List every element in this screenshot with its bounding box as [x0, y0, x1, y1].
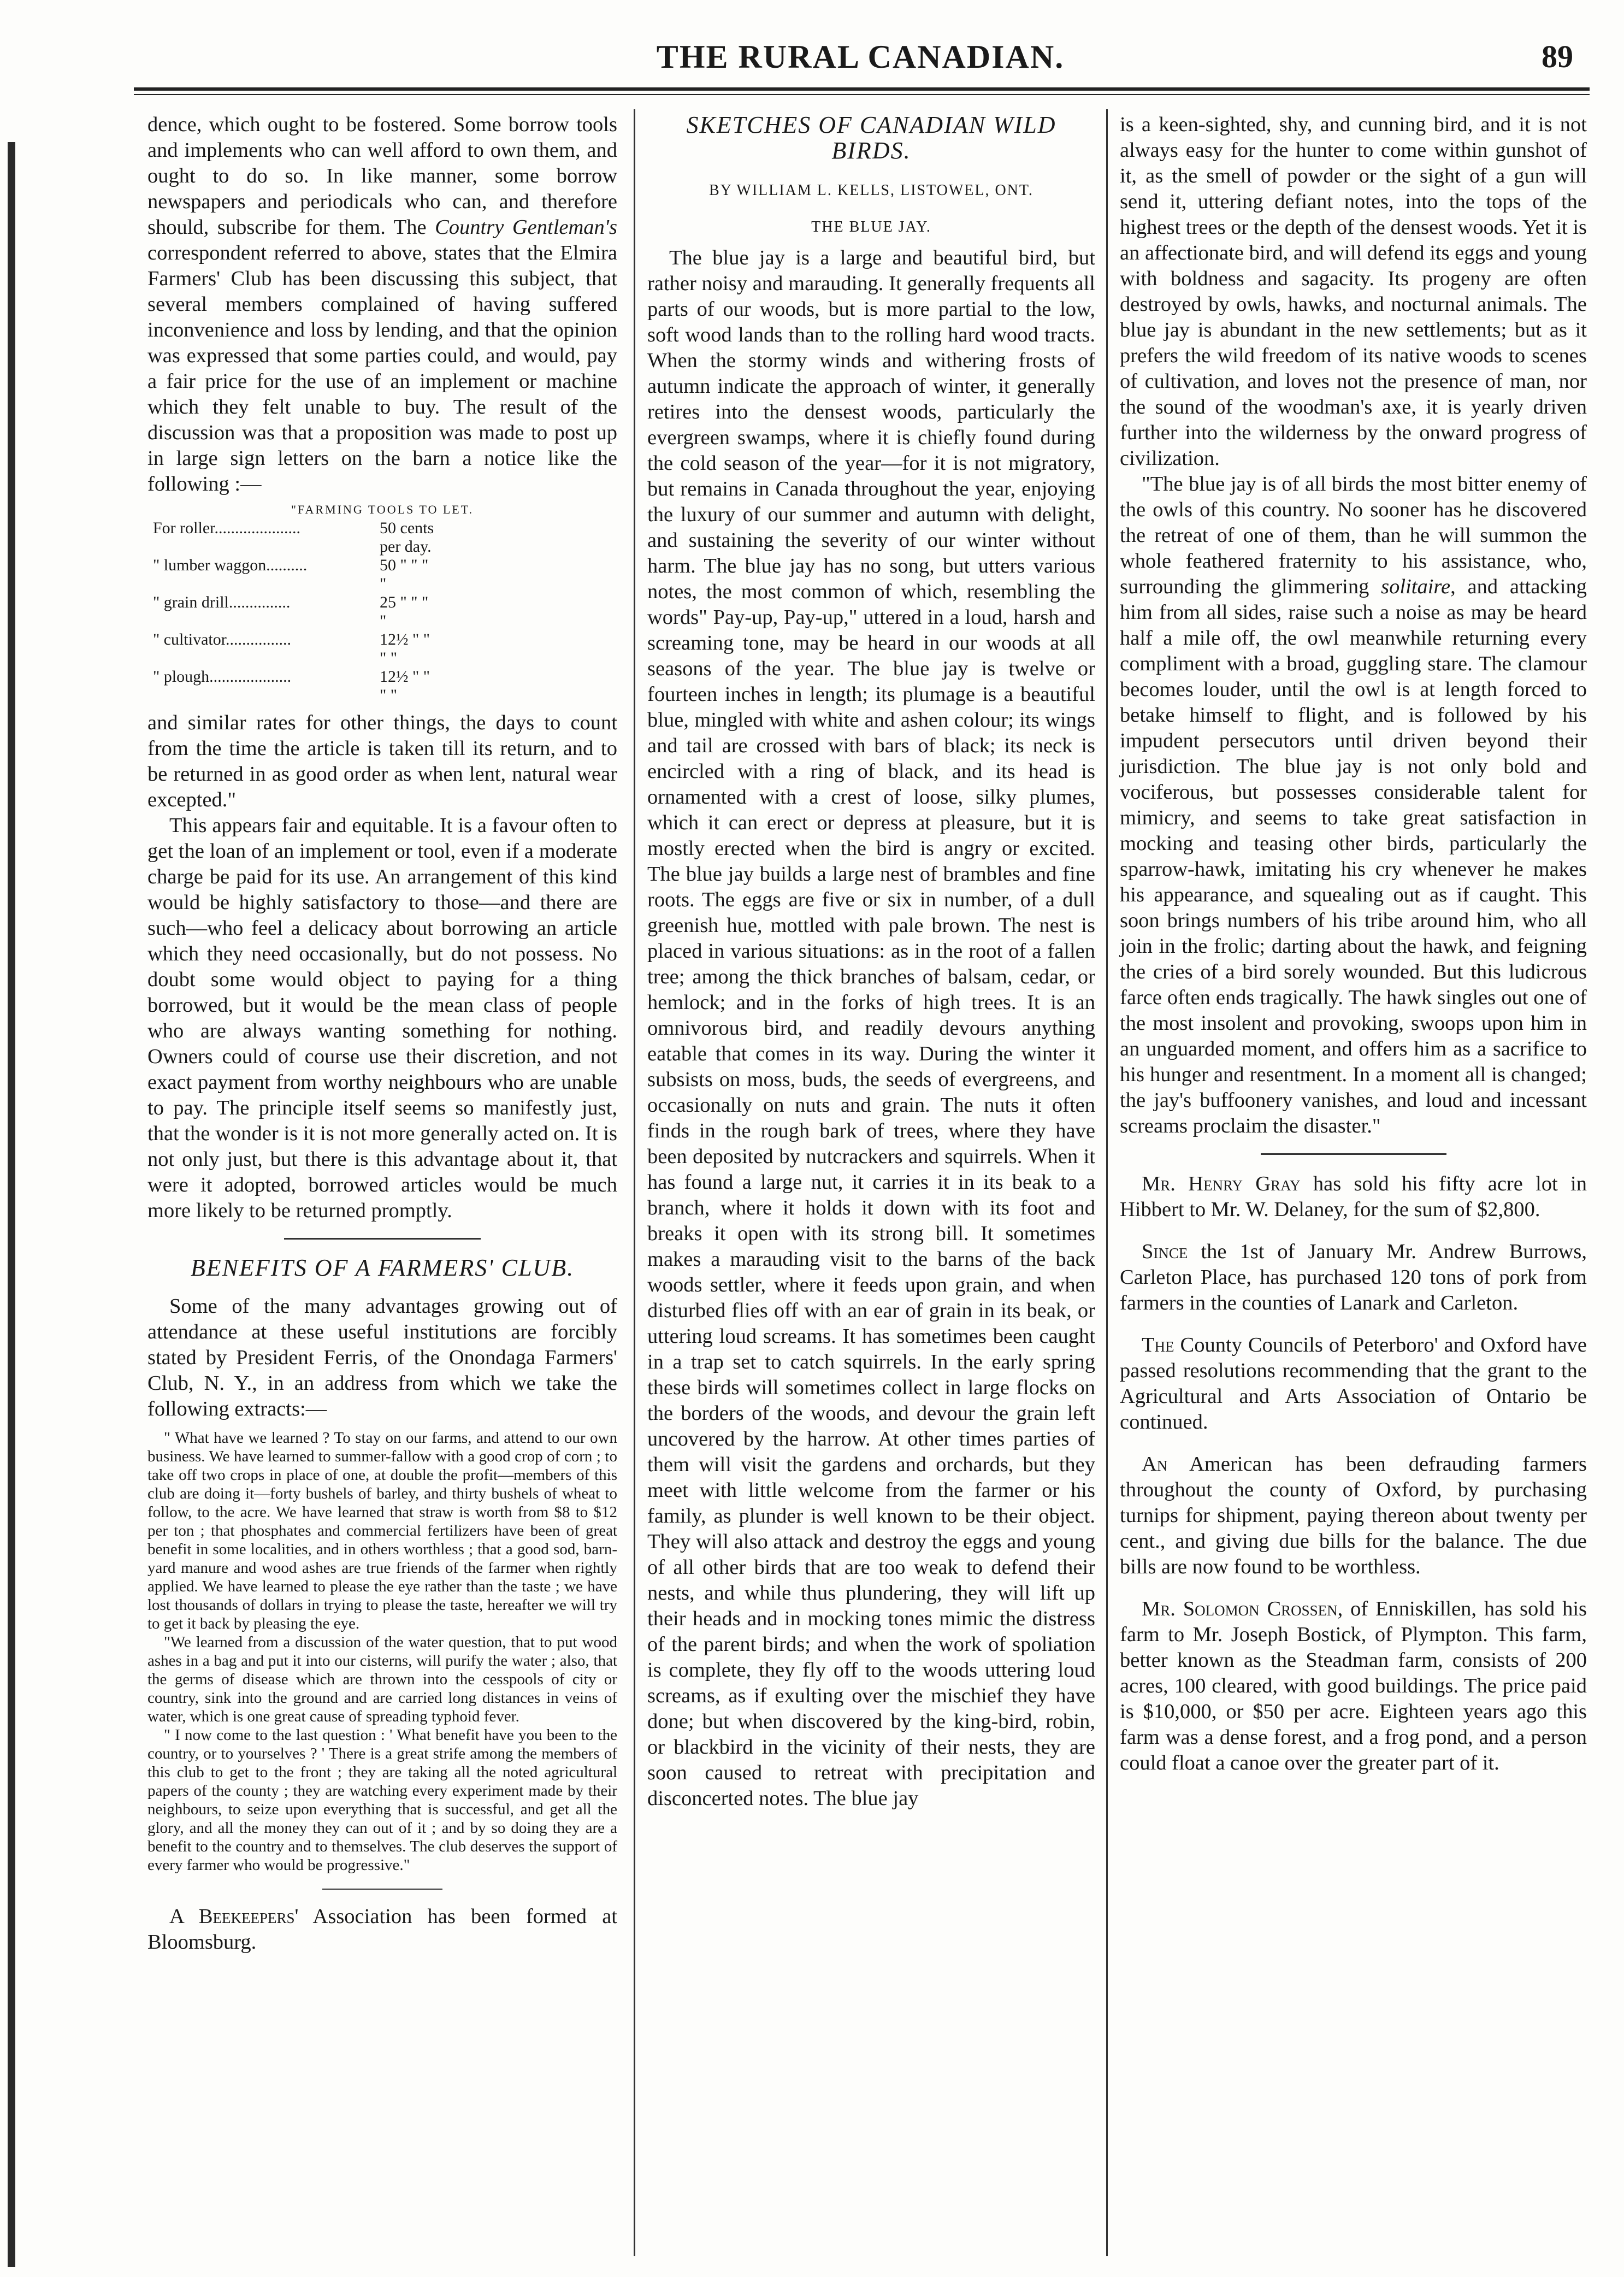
rates-table	[147, 500, 617, 705]
rate-row	[147, 519, 617, 556]
rate-item: " plough....................	[153, 668, 292, 686]
rate-price: 12½ " " " "	[380, 630, 430, 667]
quote-paragraph: "We learned from a discussion of the water question, that to put wood ashes in a bag and put it into our cisterns, will purify the water ; also, that the germs of disease which are thrown into the cesspools of city or country, sink into the ground and are carried long distances in veins of water, which is one great cause of spreading typhoid fever.	[147, 1633, 617, 1725]
rate-price: 25 " " " "	[380, 593, 429, 630]
quote-paragraph: " I now come to the last question : ' What benefit have you been to the country, or to yourselves ? ' There is a great strife among the members of this club to get to the front ; they are taking all the noted agricultural papers of the county ; they are watching every experiment made by their neighbours, to seize upon everything that is successful, and get all the glory, and all the money they can out of it ; and by so doing they are a benefit to the country and to themselves. The club deserves the support of every farmer who would be progressive."	[147, 1726, 617, 1874]
rate-price: 12½ " " " "	[380, 668, 430, 704]
rate-price: 50 " " " "	[380, 556, 429, 593]
rate-row	[147, 630, 617, 668]
column-2	[647, 112, 1095, 1812]
rates-heading: "FARMING TOOLS TO LET.	[291, 503, 474, 516]
rate-price: 50 cents per day.	[380, 519, 434, 556]
article-paragraph: The blue jay is a large and beautiful bird, but rather noisy and marauding. It generally frequents all parts of our woods, but is more partial to the low, soft wood lands than to the rolling hard wood tracts. When the stormy winds and withering frosts of autumn indicate the approach of winter, it generally retires into the densest woods, particularly the evergreen swamps, where it is chiefly found during the cold season of the year—for it is not migratory, but remains in Canada throughout the year, enjoying the luxury of our summer and autumn with delight, and sustaining the severity of our winter without harm. The blue jay has no song, but utters various notes, the most common of which, resembling the words" Pay-up, Pay-up," uttered in a loud, harsh and screaming tone, may be heard in our woods at all seasons of the year. The blue jay is twelve or fourteen inches in length; its plumage is a beautiful blue, mingled with white and ashen colour; its wings and tail are crossed with bars of black; its neck is encircled with a ring of black, and its head is ornamented with a crest of loose, silky plumes, which it can erect or depress at pleasure, but it is mostly erected when the bird is angry or excited. The blue jay builds a large nest of brambles and fine roots. The eggs are five or six in number, of a dull greenish hue, mottled with pale brown. The nest is placed in various situations: as in the root of a fallen tree; among the thick branches of balsam, cedar, or hemlock; and in the forks of high trees. It is an omnivorous bird, and readily devours anything eatable that comes in its way. During the winter it subsists on moss, buds, the seeds of evergreens, and occasionally on nuts and grain. The nuts it often finds in the rough bark of trees, where they have been deposited by nutcrackers and squirrels. When it has found a large nut, it carries it in its beak to a branch, where it holds it down with its foot and breaks it open with its strong bill. It sometimes makes a marauding visit to the barns of the back woods settler, where it feeds upon grain, and when disturbed flies off with an ear of grain in its beak, or uttering loud screams. It has sometimes been caught in a trap set to catch squirrels. In the early spring these birds will sometimes collect in large flocks on the borders of the woods, and devour the grain left uncovered by the harrow. At other times parties of them will visit the gardens and orchards, but they meet with little welcome from the farmer or his family, as plunder is well known to be their object. They will also attack and destroy the eggs and young of all other birds that are too weak to defend their nests, and while thus plundering, they will lift up their heads and in mocking tones mimic the distress of the parent birds; and when the work of spoliation is complete, they fly off to the woods uttering loud screams, as if exulting over the mischief they have done; but when discovered by the king-bird, robin, or blackbird in the vicinity of their nests, they are soon caused to retreat with precipitation and disconcerted notes. The blue jay	[647, 246, 1095, 1810]
rate-item: For roller.....................	[153, 519, 300, 537]
rate-item: " cultivator................	[153, 630, 292, 648]
article-paragraph: dence, which ought to be fostered. Some borrow tools and implements who can well afford to own them, and ought to do so. In like manner, some borrow newspapers and periodicals who can, and therefore should, subscribe for them. The Country Gentleman's correspondent referred to above, states that the Elmira Farmers' Club has been discussing this subject, that several members complained of having suffered inconvenience and loss by lending, and that the opinion was expressed that some parties could, and would, pay a fair price for the use of an implement or machine which they felt unable to buy. The result of the discussion was that a proposition was made to post up in large sign letters on the barn a notice like the following :—	[147, 113, 617, 495]
rate-item: " lumber waggon..........	[153, 556, 308, 574]
rate-item: " grain drill...............	[153, 593, 291, 611]
page-header	[137, 38, 1584, 82]
page-number: 89	[1542, 39, 1573, 74]
news-note: Since the 1st of January Mr. Andrew Burrows, Carleton Place, has purchased 120 tons of pork from farmers in the counties of Lanark and Carleton.	[1120, 1240, 1587, 1314]
article-paragraph: and similar rates for other things, the days to count from the time the article is taken till its return, and to be returned in as good order as when lent, natural wear excepted."	[147, 711, 617, 811]
column-divider	[634, 109, 635, 2256]
section-rule	[284, 1238, 481, 1240]
news-note: The County Councils of Peterboro' and Oxford have passed resolutions recommending that the grant to the Agricultural and Arts Association of Ontario be continued.	[1120, 1334, 1587, 1434]
header-rule-thin	[134, 94, 1590, 95]
article-paragraph: "The blue jay is of all birds the most bitter enemy of the owls of this country. No sooner has he discovered the retreat of one of them, than he will summon the whole feathered fraternity to his assistance, who, surrounding the glimmering solitaire, and attacking him from all sides, raise such a noise as may be heard half a mile off, the owl meanwhile returning every compliment with a broad, guggling stare. The clamour becomes louder, until the owl is at length forced to betake himself to flight, and is followed by his impudent persecutors until driven beyond their jurisdiction. The blue jay is not only bold and vociferous, but possesses considerable talent for mimicry, and seems to take great satisfaction in mocking and teasing other birds, particularly the sparrow-hawk, imitating his cry whenever he makes his appearance, and squealing out as if caught. This soon brings numbers of his tribe around him, who all join in the frolic; darting about the hawk, and feigning the cries of a bird sorely wounded. But this ludicrous farce often ends tragically. The hawk singles out one of the most insolent and provoking, swoops upon him in an unguarded moment, and offers him as a sacrifice to his hunger and resentment. In a moment all is changed; the jay's buffoonery vanishes, and loud and incessant screams proclaim the disaster."	[1120, 473, 1587, 1137]
rate-row	[147, 593, 617, 630]
section-rule	[1261, 1153, 1446, 1155]
quoted-extract	[147, 1429, 617, 1874]
news-note: An American has been defrauding farmers throughout the county of Oxford, by purchasing turnips for shipment, paying thereon about twenty per cent., and giving due bills for the balance. The due bills are now found to be worthless.	[1120, 1453, 1587, 1578]
article-paragraph: Some of the many advantages growing out of attendance at these useful institutions are forcibly stated by President Ferris, of the Onondaga Farmers' Club, N. Y., in an address from which we take the following extracts:—	[147, 1295, 617, 1420]
column-1	[147, 112, 617, 1955]
section-title: BENEFITS OF A FARMERS' CLUB.	[190, 1254, 575, 1281]
scan-edge-bar	[8, 142, 15, 2267]
newspaper-title: THE RURAL CANADIAN.	[656, 39, 1065, 75]
quote-paragraph: " What have we learned ? To stay on our farms, and attend to our own business. We have learned to summer-fallow with a good crop of corn ; to take off two crops in place of one, at double the profit—members of this club are doing it—forty bushels of barley, and thirty bushels of wheat to follow, to the acre. We have learned that straw is worth from $8 to $12 per ton ; that phosphates and commercial fertilizers have been of great benefit in some localities, and in others worthless ; that a good sod, barn-yard manure and wood ashes are true friends of the farmer when rightly applied. We have learned to please the eye rather than the taste ; we have lost thousands of dollars in trying to please the taste, hereafter we will try to get it back by pleasing the eye.	[147, 1429, 617, 1632]
section-rule	[322, 1889, 442, 1890]
news-note: Mr. Henry Gray has sold his fifty acre lot in Hibbert to Mr. W. Delaney, for the sum of $2,800.	[1120, 1172, 1587, 1221]
rate-row	[147, 556, 617, 593]
byline: BY WILLIAM L. KELLS, LISTOWEL, ONT.	[709, 182, 1034, 199]
header-rule	[134, 87, 1590, 91]
subheading: THE BLUE JAY.	[811, 219, 931, 235]
column-3	[1120, 112, 1587, 1776]
rate-row	[147, 668, 617, 705]
section-title: SKETCHES OF CANADIAN WILD BIRDS.	[686, 111, 1056, 164]
news-note: A Beekeepers' Association has been formed at Bloomsburg.	[147, 1905, 617, 1954]
column-divider	[1106, 109, 1108, 2256]
article-paragraph: This appears fair and equitable. It is a favour often to get the loan of an implement or tool, even if a moderate charge be paid for its use. An arrangement of this kind would be highly satisfactory to those—and there are such—who feel a delicacy about borrowing an article which they need occasionally, but do not possess. No doubt some would object to paying for a thing borrowed, but it would be the mean class of people who are always wanting something for nothing. Owners could of course use their discretion, and not exact payment from worthy neighbours who are unable to pay. The principle itself seems so manifestly just, that the wonder is it is not more generally acted on. It is not only just, but there is this advantage about it, that were it adopted, borrowed articles would be much more likely to be returned promptly.	[147, 814, 617, 1222]
article-paragraph: is a keen-sighted, shy, and cunning bird, and it is not always easy for the hunter to come within gunshot of it, as the smell of powder or the sight of a gun will send it, uttering defiant notes, into the tops of the highest trees or the depth of the densest woods. Yet it is an affectionate bird, and will defend its eggs and young with boldness and sagacity. Its progeny are often destroyed by owls, hawks, and nocturnal animals. The blue jay is abundant in the new settlements; but as it prefers the wild freedom of its native woods to scenes of cultivation, and loves not the presence of man, nor the sound of the woodman's axe, it is yearly driven further into the wilderness by the onward progress of civilization.	[1120, 113, 1587, 470]
news-note: Mr. Solomon Crossen, of Enniskillen, has sold his farm to Mr. Joseph Bostick, of Plympton. This farm, better known as the Steadman farm, consists of 200 acres, 100 cleared, with good buildings. The price paid is $10,000, or $50 per acre. Eighteen years ago this farm was a dense forest, and a frog pond, and a person could float a canoe over the greater part of it.	[1120, 1597, 1587, 1774]
